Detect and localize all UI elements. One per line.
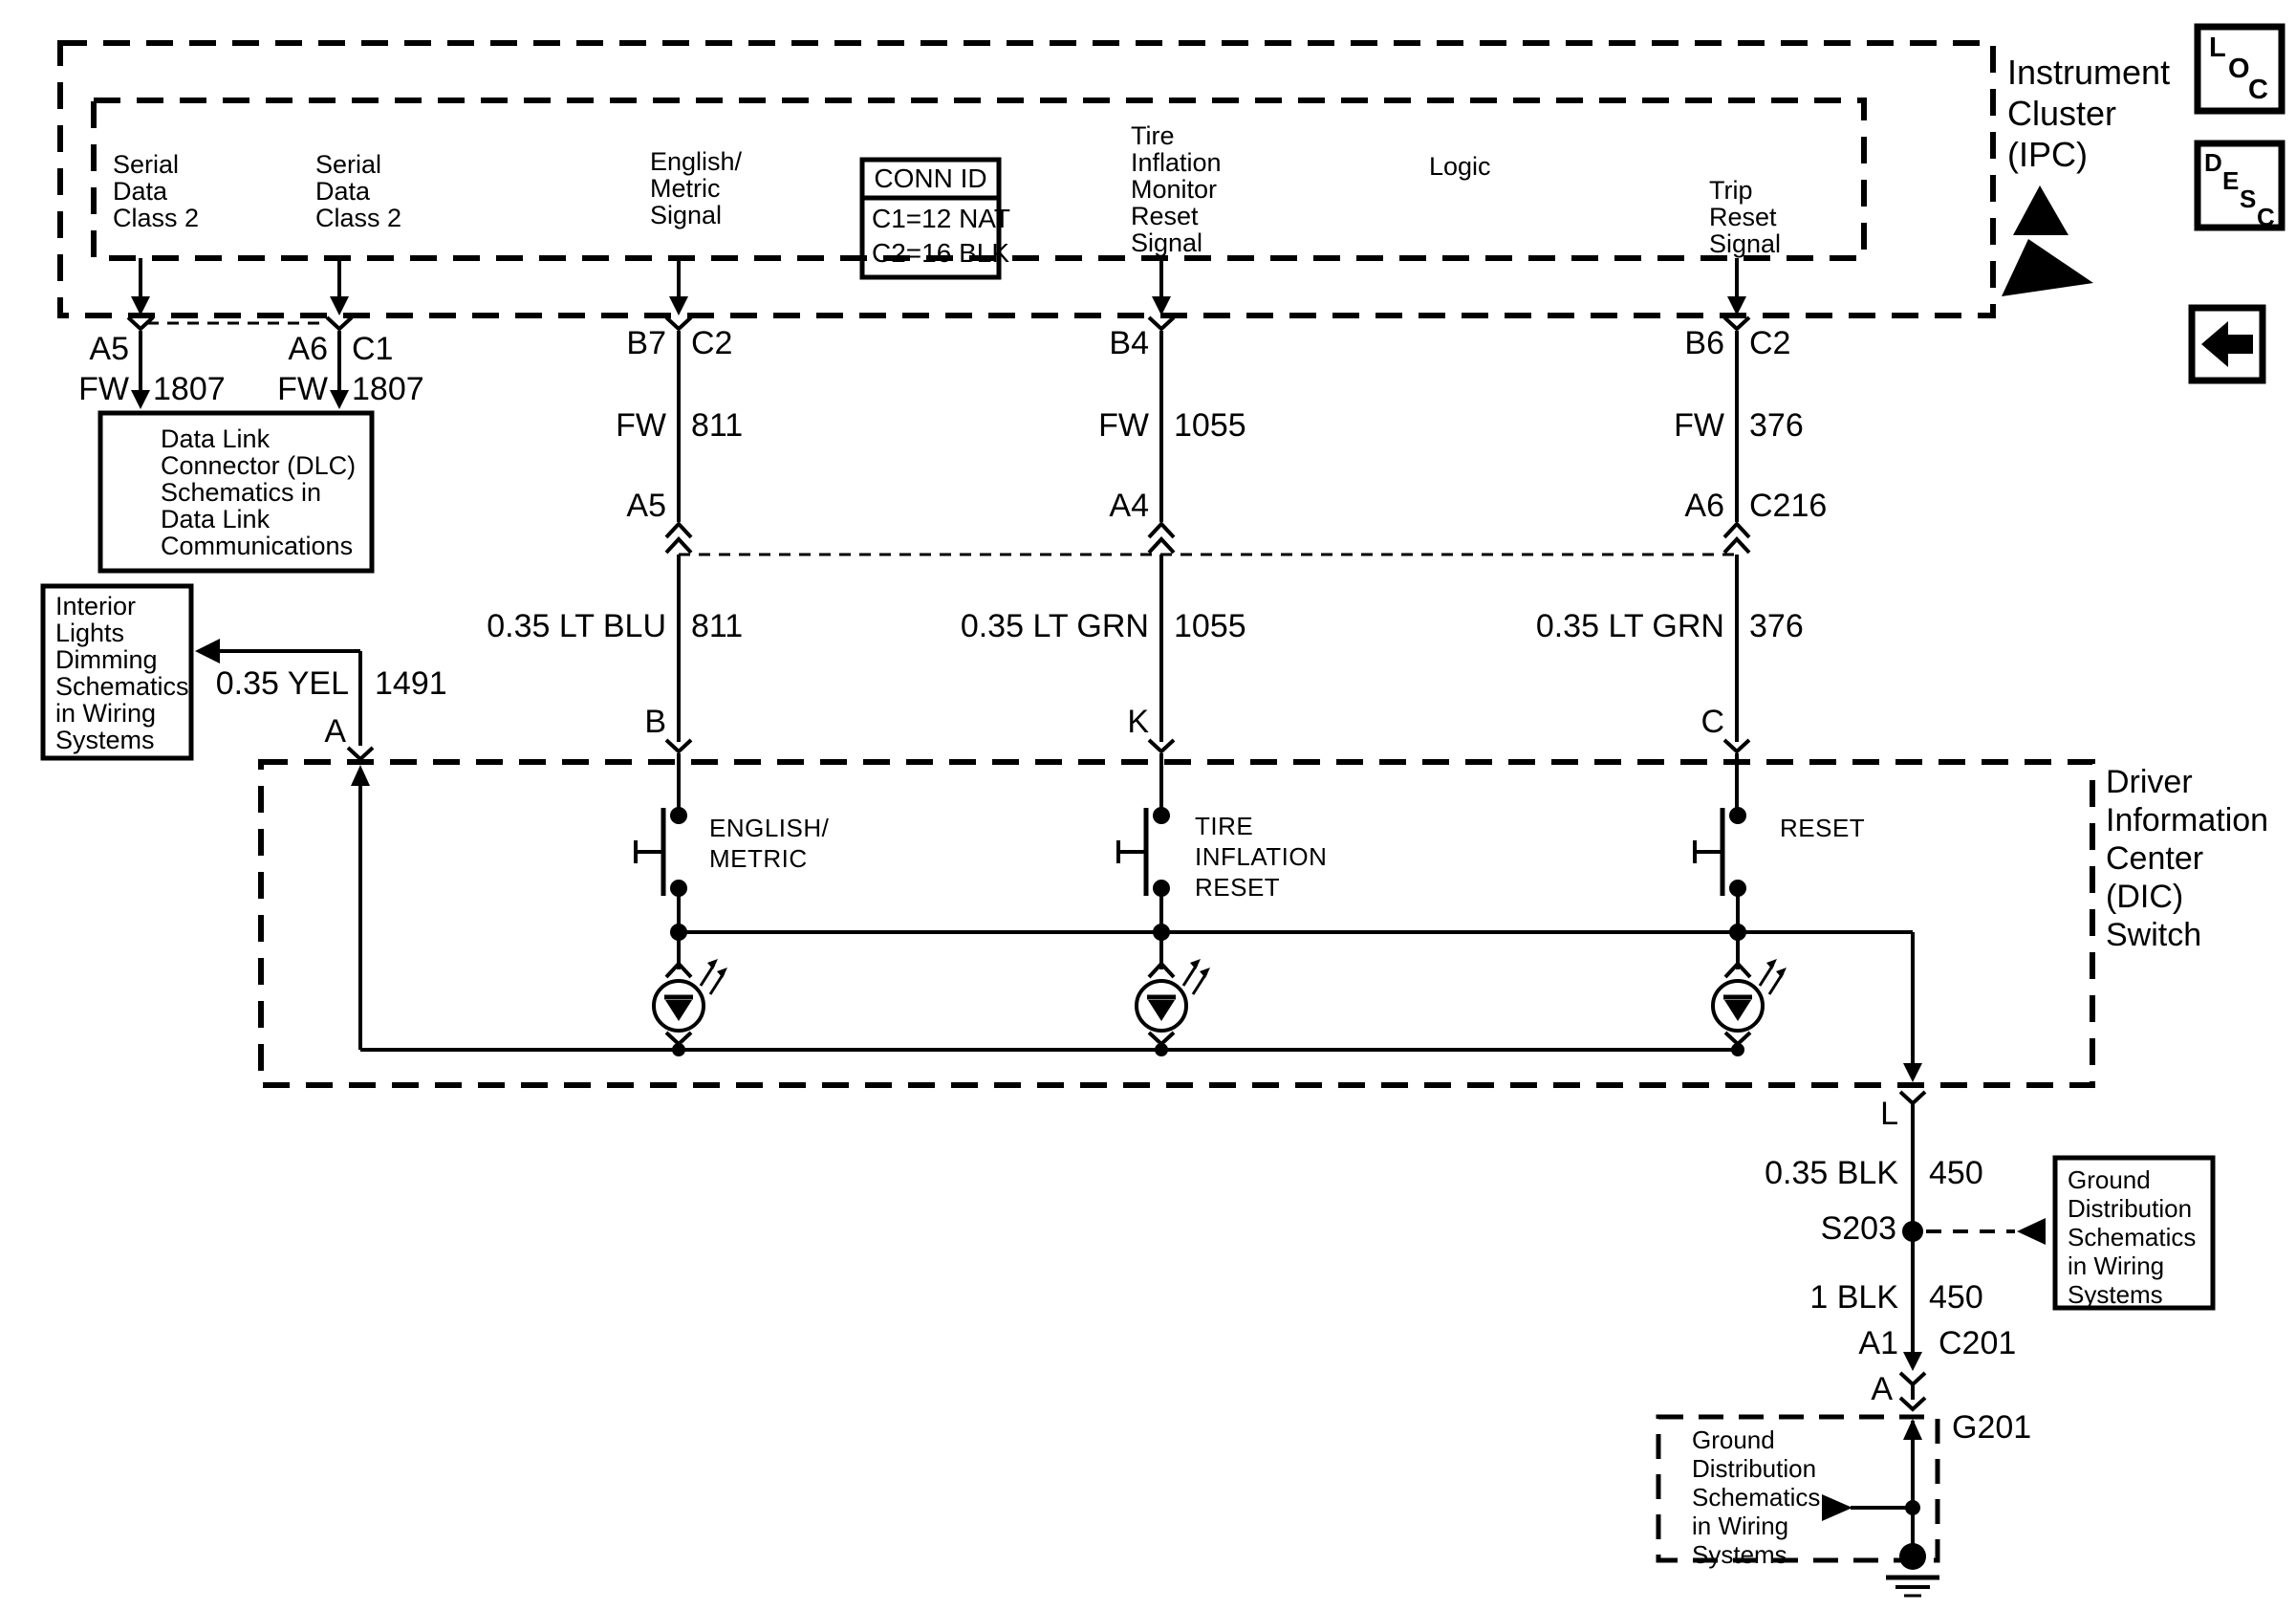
pin-b6-label: B6 [1684, 325, 1724, 361]
signal-trip-line: Trip [1709, 176, 1753, 205]
wire-lt-blu-label: 0.35 LT BLU [487, 608, 666, 644]
conn-c2-label: C2 [691, 325, 733, 361]
conn-id-header: CONN ID [874, 163, 987, 193]
dic-title-line: Switch [2106, 917, 2202, 953]
interior-box-line: Lights [55, 619, 125, 647]
circuit-811-label: 811 [691, 407, 744, 444]
desc-letter: E [2222, 166, 2240, 195]
circuit-1807-label: 1807 [153, 371, 226, 407]
signal-serial2-line: Serial [315, 150, 382, 179]
conn-c201-label: C201 [1939, 1325, 2017, 1361]
ipc-title-line: (IPC) [2007, 135, 2088, 174]
desc-letter: C [2257, 203, 2275, 231]
signal-serial2-line: Data [315, 177, 371, 206]
signal-logic: Logic [1429, 152, 1491, 181]
wire-trip-signal [1724, 258, 1749, 809]
splice-s203-label: S203 [1820, 1210, 1896, 1247]
interior-box-line: Dimming [55, 645, 158, 674]
wire-english-signal [666, 258, 691, 809]
circuit-811-label: 811 [691, 608, 744, 644]
ground-g201-label: G201 [1952, 1409, 2032, 1446]
switch-reset-label: RESET [1780, 814, 1866, 842]
ground-g201-symbol [1822, 1494, 1939, 1596]
circuit-376-label: 376 [1749, 407, 1804, 444]
signal-serial1-line: Class 2 [113, 204, 200, 232]
signal-tire-line: Signal [1131, 228, 1203, 257]
interior-box-line: Interior [55, 592, 137, 620]
ipc-title-line: Instrument [2007, 53, 2171, 92]
inline-pin-a5-label: A5 [626, 488, 666, 524]
led-tire-inflation [1137, 959, 1210, 1056]
dlc-box-line: Schematics in [161, 478, 322, 507]
ground-bottom-box-line: Ground [1692, 1425, 1775, 1454]
dic-title-line: Center [2106, 840, 2204, 877]
switch-english-label: ENGLISH/ [709, 814, 830, 842]
signal-tire-line: Monitor [1131, 175, 1218, 204]
dic-title-line: (DIC) [2106, 879, 2184, 915]
switch-tire-label: RESET [1195, 873, 1281, 902]
signal-english-line: English/ [650, 147, 743, 176]
ground-right-box-line: Ground [2068, 1165, 2151, 1194]
signal-tire-line: Reset [1131, 202, 1199, 230]
signal-english-line: Signal [650, 201, 723, 229]
signal-tire-line: Inflation [1131, 148, 1222, 177]
ground-pin-a-label: A [1871, 1371, 1893, 1407]
circuit-450-label: 450 [1929, 1155, 1983, 1191]
signal-trip-line: Signal [1709, 229, 1782, 258]
inline-pin-a4-label: A4 [1109, 488, 1149, 524]
led-reset [1713, 959, 1787, 1056]
wire-tire-signal [1149, 258, 1174, 809]
dic-lower-bus [351, 765, 1738, 1050]
circuit-450-label: 450 [1929, 1279, 1983, 1316]
switch-english-label: METRIC [709, 844, 808, 873]
wire-fw-label: FW [277, 371, 328, 407]
circuit-1491-label: 1491 [375, 665, 447, 702]
conn-id-row: C1=12 NAT [872, 204, 1010, 233]
interior-box-line: Systems [55, 726, 155, 754]
splice-s203 [1902, 1221, 1923, 1242]
wire-serial-2 [327, 258, 352, 409]
ground-bottom-box-line: Distribution [1692, 1454, 1817, 1483]
signal-serial1-line: Data [113, 177, 168, 206]
ground-bottom-box-line: Systems [1692, 1540, 1787, 1569]
dlc-box-line: Data Link [161, 424, 271, 453]
dic-pin-c-label: C [1700, 704, 1724, 740]
loc-letter: O [2228, 54, 2250, 84]
interior-box-line: in Wiring [55, 699, 157, 728]
signal-tire-line: Tire [1131, 121, 1175, 150]
ground-right-box-line: Distribution [2068, 1194, 2193, 1223]
ground-right-box-line: Systems [2068, 1280, 2163, 1309]
switch-tire-inflation-reset [1118, 808, 1168, 969]
dlc-box-line: Connector (DLC) [161, 451, 357, 480]
wire-fw-label: FW [78, 371, 129, 407]
inline-conn-c216-label: C216 [1749, 488, 1828, 524]
circuit-1055-label: 1055 [1174, 407, 1246, 444]
dic-pin-l-label: L [1880, 1096, 1898, 1132]
signal-english-line: Metric [650, 174, 721, 203]
pin-b7-label: B7 [626, 325, 666, 361]
switch-english-metric [636, 808, 685, 969]
signal-trip-line: Reset [1709, 203, 1777, 231]
wire-lt-grn-label: 0.35 LT GRN [960, 608, 1149, 644]
signal-serial1-line: Serial [113, 150, 180, 179]
back-button[interactable] [2192, 308, 2263, 381]
dic-box [261, 762, 2092, 1085]
dic-pin-b-label: B [644, 704, 666, 740]
circuit-376-label: 376 [1749, 608, 1804, 644]
desc-letter: D [2204, 148, 2222, 177]
wire-lt-grn-label: 0.35 LT GRN [1535, 608, 1724, 644]
wire-fw-label: FW [616, 407, 666, 444]
circuit-1055-label: 1055 [1174, 608, 1246, 644]
esd-icon [2002, 185, 2093, 296]
back-arrow-icon [2201, 321, 2253, 367]
conn-c1-label: C1 [352, 331, 394, 367]
pin-a5-label: A5 [89, 331, 129, 367]
ground-bottom-box-line: Schematics [1692, 1483, 1821, 1512]
interior-box-line: Schematics [55, 672, 189, 701]
signal-serial2-line: Class 2 [315, 204, 402, 232]
conn-c2-label: C2 [1749, 325, 1791, 361]
dlc-box-line: Data Link [161, 505, 271, 533]
loc-letter: C [2248, 75, 2268, 105]
dlc-box-line: Communications [161, 532, 354, 560]
dic-pin-a-label: A [324, 713, 346, 750]
led-english-metric [654, 959, 727, 1056]
pin-b4-label: B4 [1109, 325, 1149, 361]
circuit-1807-label: 1807 [352, 371, 424, 407]
ground-bottom-box-line: in Wiring [1692, 1512, 1789, 1540]
ground-right-box-line: in Wiring [2068, 1251, 2165, 1280]
switch-tire-label: INFLATION [1195, 842, 1328, 871]
wire-fw-label: FW [1674, 407, 1724, 444]
dic-pin-k-label: K [1127, 704, 1149, 740]
conn-pin-a1-label: A1 [1858, 1325, 1898, 1361]
pin-a6-label: A6 [288, 331, 328, 367]
switch-reset [1695, 808, 1744, 969]
dic-title-line: Driver [2106, 764, 2193, 800]
conn-id-row: C2=16 BLK [872, 238, 1009, 268]
switch-tire-label: TIRE [1195, 812, 1254, 840]
wire-yel-label: 0.35 YEL [215, 665, 349, 702]
wire-fw-label: FW [1098, 407, 1149, 444]
desc-letter: S [2240, 185, 2257, 213]
loc-letter: L [2209, 33, 2226, 63]
wire-1blk-label: 1 BLK [1809, 1279, 1898, 1316]
wire-blk-label: 0.35 BLK [1765, 1155, 1898, 1191]
inline-pin-a6-label: A6 [1684, 488, 1724, 524]
ground-right-box-line: Schematics [2068, 1223, 2197, 1251]
dic-title-line: Information [2106, 802, 2269, 838]
wire-serial-1 [128, 258, 153, 409]
ipc-title-line: Cluster [2007, 94, 2117, 133]
